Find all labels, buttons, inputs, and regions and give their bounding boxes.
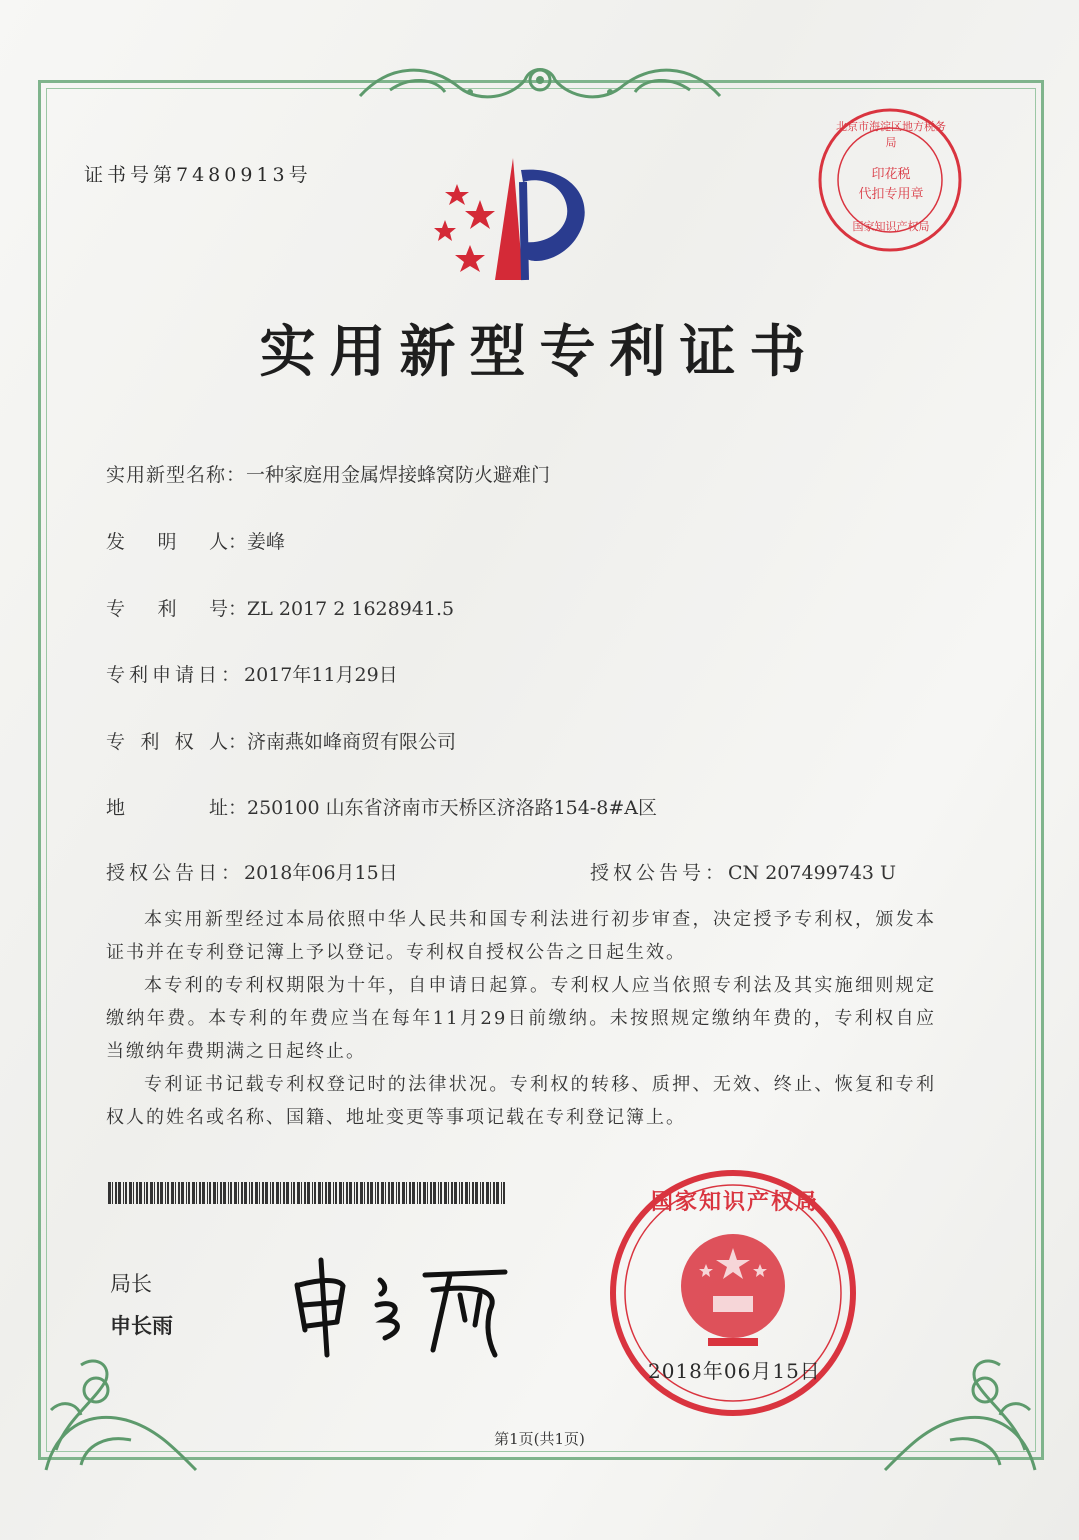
field-label: 专利权人 [106,731,228,753]
field-value: ：济南燕如峰商贸有限公司 [228,731,457,753]
field-grant-date [106,858,398,885]
director-name: 申长雨 [110,1314,173,1338]
field-filing-date [106,660,398,687]
certificate-number: 证书号第7480913号 [84,164,312,186]
field-value: ：250100 山东省济南市天桥区济洛路154-8#A区 [228,797,657,819]
field-inventor [106,527,285,554]
tax-stamp-center-line2: 代扣专用章 [858,187,924,202]
field-label: 发明人 [106,531,228,553]
patent-office-logo-icon [425,150,605,290]
seal-text: 国家知识产权局 [650,1189,819,1215]
field-value: 2017年11月29日 [244,664,398,686]
director-title: 局长 [110,1272,152,1296]
seal-date: 2018年06月15日 [648,1359,821,1383]
field-value: 一种家庭用金属焊接蜂窝防火避难门 [246,464,551,486]
field-patent-number [106,594,454,621]
director-signature-icon [285,1250,525,1360]
tax-stamp-ring-text: 北京市海淀区地方税务局 [836,120,946,149]
field-label: 实用新型名称： [106,464,247,486]
field-value: ：ZL 2017 2 1628941.5 [228,598,455,620]
field-utility-model-name [106,460,550,487]
paragraph-legal-status-statement: 专利证书记载专利权登记时的法律状况。专利权的转移、质押、无效、终止、恢复和专利权人的姓名或名称、国籍、地址变更等事项记载在专利登记簿上。 [106,1074,936,1128]
bottom-left-ornament-icon [36,1330,206,1480]
tax-stamp-center-line1: 印花税 [871,167,911,182]
field-grant-number [590,858,896,885]
field-value: CN 207499743 U [728,862,897,884]
page-number: 第1页(共1页) [494,1430,585,1448]
field-patentee [106,727,456,754]
certificate-border-inner [46,88,1036,1452]
tax-stamp-bottom-text: 国家知识产权局 [852,220,930,233]
field-label: 授权公告号： [590,862,729,884]
field-label: 授权公告日： [106,862,245,884]
barcode-icon [108,1182,508,1204]
field-label: 专利申请日： [106,664,245,686]
field-label: 专利号 [106,598,228,620]
bottom-right-ornament-icon [870,1330,1045,1480]
field-address [106,793,657,820]
top-ornament-icon [350,58,730,108]
paragraph-grant-statement: 本实用新型经过本局依照中华人民共和国专利法进行初步审查，决定授予专利权，颁发本证书并在专利登记簿上予以登记。专利权自授权公告之日起生效。 [106,909,936,963]
certificate-title: 实用新型专利证书 [259,320,820,385]
paragraph-term-statement: 本专利的专利权期限为十年，自申请日起算。专利权人应当依照专利法及其实施细则规定缴纳年费。本专利的年费应当在每年11月29日前缴纳。未按照规定缴纳年费的，专利权自应当缴纳年费期满之日起终止。 [106,975,936,1062]
field-value: 2018年06月15日 [244,862,398,884]
field-label: 地址 [106,797,228,819]
field-value: ：姜峰 [228,531,286,553]
